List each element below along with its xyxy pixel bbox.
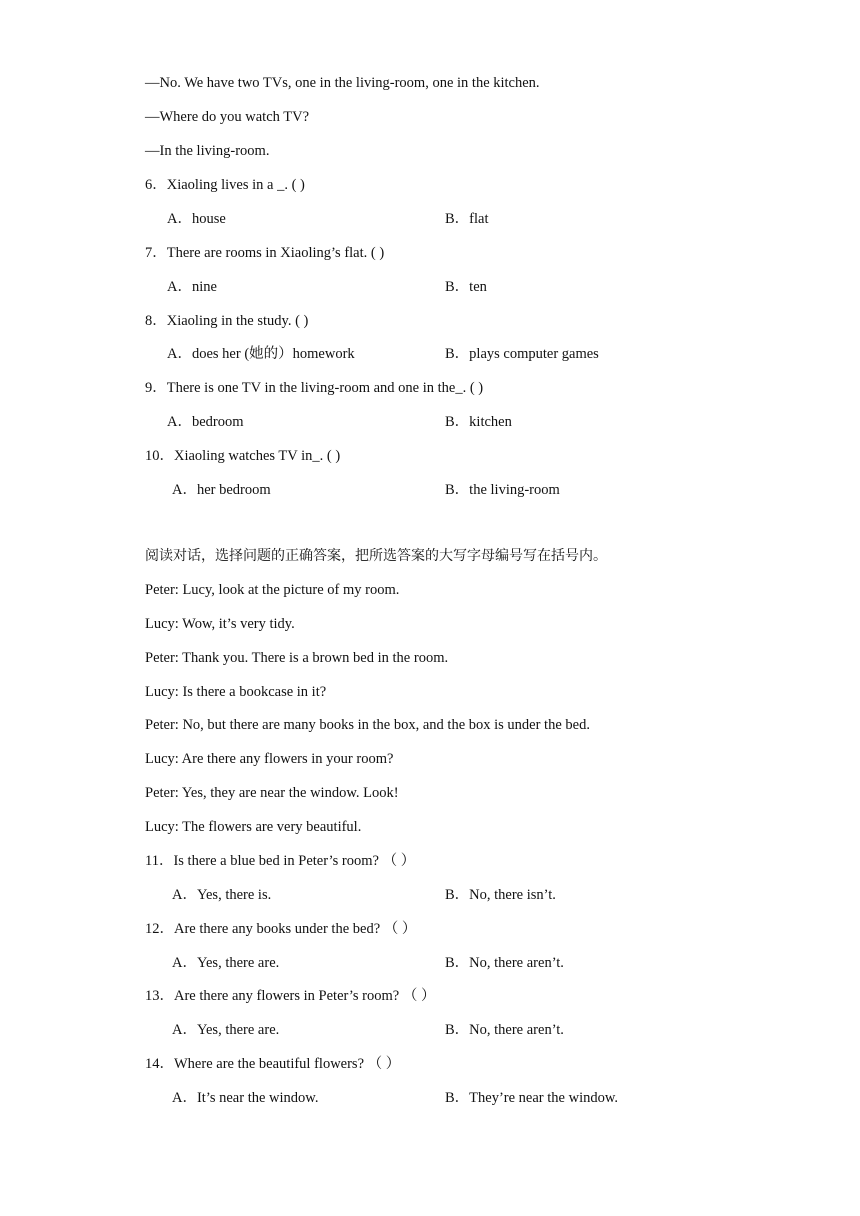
question-8-option-a[interactable]: A．does her (她的）homework [167,346,355,362]
question-10-stem: 10．Xiaoling watches TV in_. ( ) [145,448,341,464]
dialog-line: Lucy: Is there a bookcase in it? [145,684,327,700]
question-12-stem: 12．Are there any books under the bed? （ ） [145,921,417,937]
question-8-stem: 8．Xiaoling in the study. ( ) [145,313,309,329]
dialog-line: Lucy: The flowers are very beautiful. [145,819,362,835]
question-6-option-b[interactable]: B．flat [445,211,489,227]
dialog-line: —No. We have two TVs, one in the living-room, one in the kitchen. [145,75,540,91]
question-10-option-b[interactable]: B．the living-room [445,482,560,498]
dialog-line: Peter: Yes, they are near the window. Look! [145,785,399,801]
question-11-option-a[interactable]: A．Yes, there is. [172,887,272,903]
question-6-option-a[interactable]: A．house [167,211,226,227]
question-14-stem: 14．Where are the beautiful flowers? （ ） [145,1056,401,1072]
question-7-option-a[interactable]: A．nine [167,279,217,295]
dialog-line: —In the living-room. [145,143,270,159]
dialog-line: Lucy: Are there any flowers in your room? [145,751,394,767]
dialog-line: Lucy: Wow, it’s very tidy. [145,616,295,632]
question-13-option-a[interactable]: A．Yes, there are. [172,1022,280,1038]
question-14-option-a[interactable]: A．It’s near the window. [172,1090,319,1106]
question-12-option-a[interactable]: A．Yes, there are. [172,955,280,971]
question-13-stem: 13．Are there any flowers in Peter’s room? （ ） [145,988,436,1004]
dialog-line: —Where do you watch TV? [145,109,310,125]
question-11-option-b[interactable]: B．No, there isn’t. [445,887,556,903]
question-14-option-b[interactable]: B．They’re near the window. [445,1090,619,1106]
question-9-option-a[interactable]: A．bedroom [167,414,244,430]
question-7-option-b[interactable]: B．ten [445,279,487,295]
question-13-option-b[interactable]: B．No, there aren’t. [445,1022,564,1038]
question-10-option-a[interactable]: A．her bedroom [172,482,271,498]
question-11-stem: 11．Is there a blue bed in Peter’s room? （ ） [145,853,416,869]
question-7-stem: 7．There are rooms in Xiaoling’s flat. ( ) [145,245,385,261]
question-12-option-b[interactable]: B．No, there aren’t. [445,955,564,971]
section-instruction: 阅读对话，选择问题的正确答案，把所选答案的大写字母编号写在括号内。 [145,548,607,564]
question-8-option-b[interactable]: B．plays computer games [445,346,599,362]
question-9-stem: 9．There is one TV in the living-room and one in the_. ( ) [145,380,484,396]
question-9-option-b[interactable]: B．kitchen [445,414,512,430]
dialog-line: Peter: Thank you. There is a brown bed in the room. [145,650,449,666]
dialog-line: Peter: Lucy, look at the picture of my room. [145,582,400,598]
dialog-line: Peter: No, but there are many books in the box, and the box is under the bed. [145,717,590,733]
question-6-stem: 6．Xiaoling lives in a _. ( ) [145,177,305,193]
